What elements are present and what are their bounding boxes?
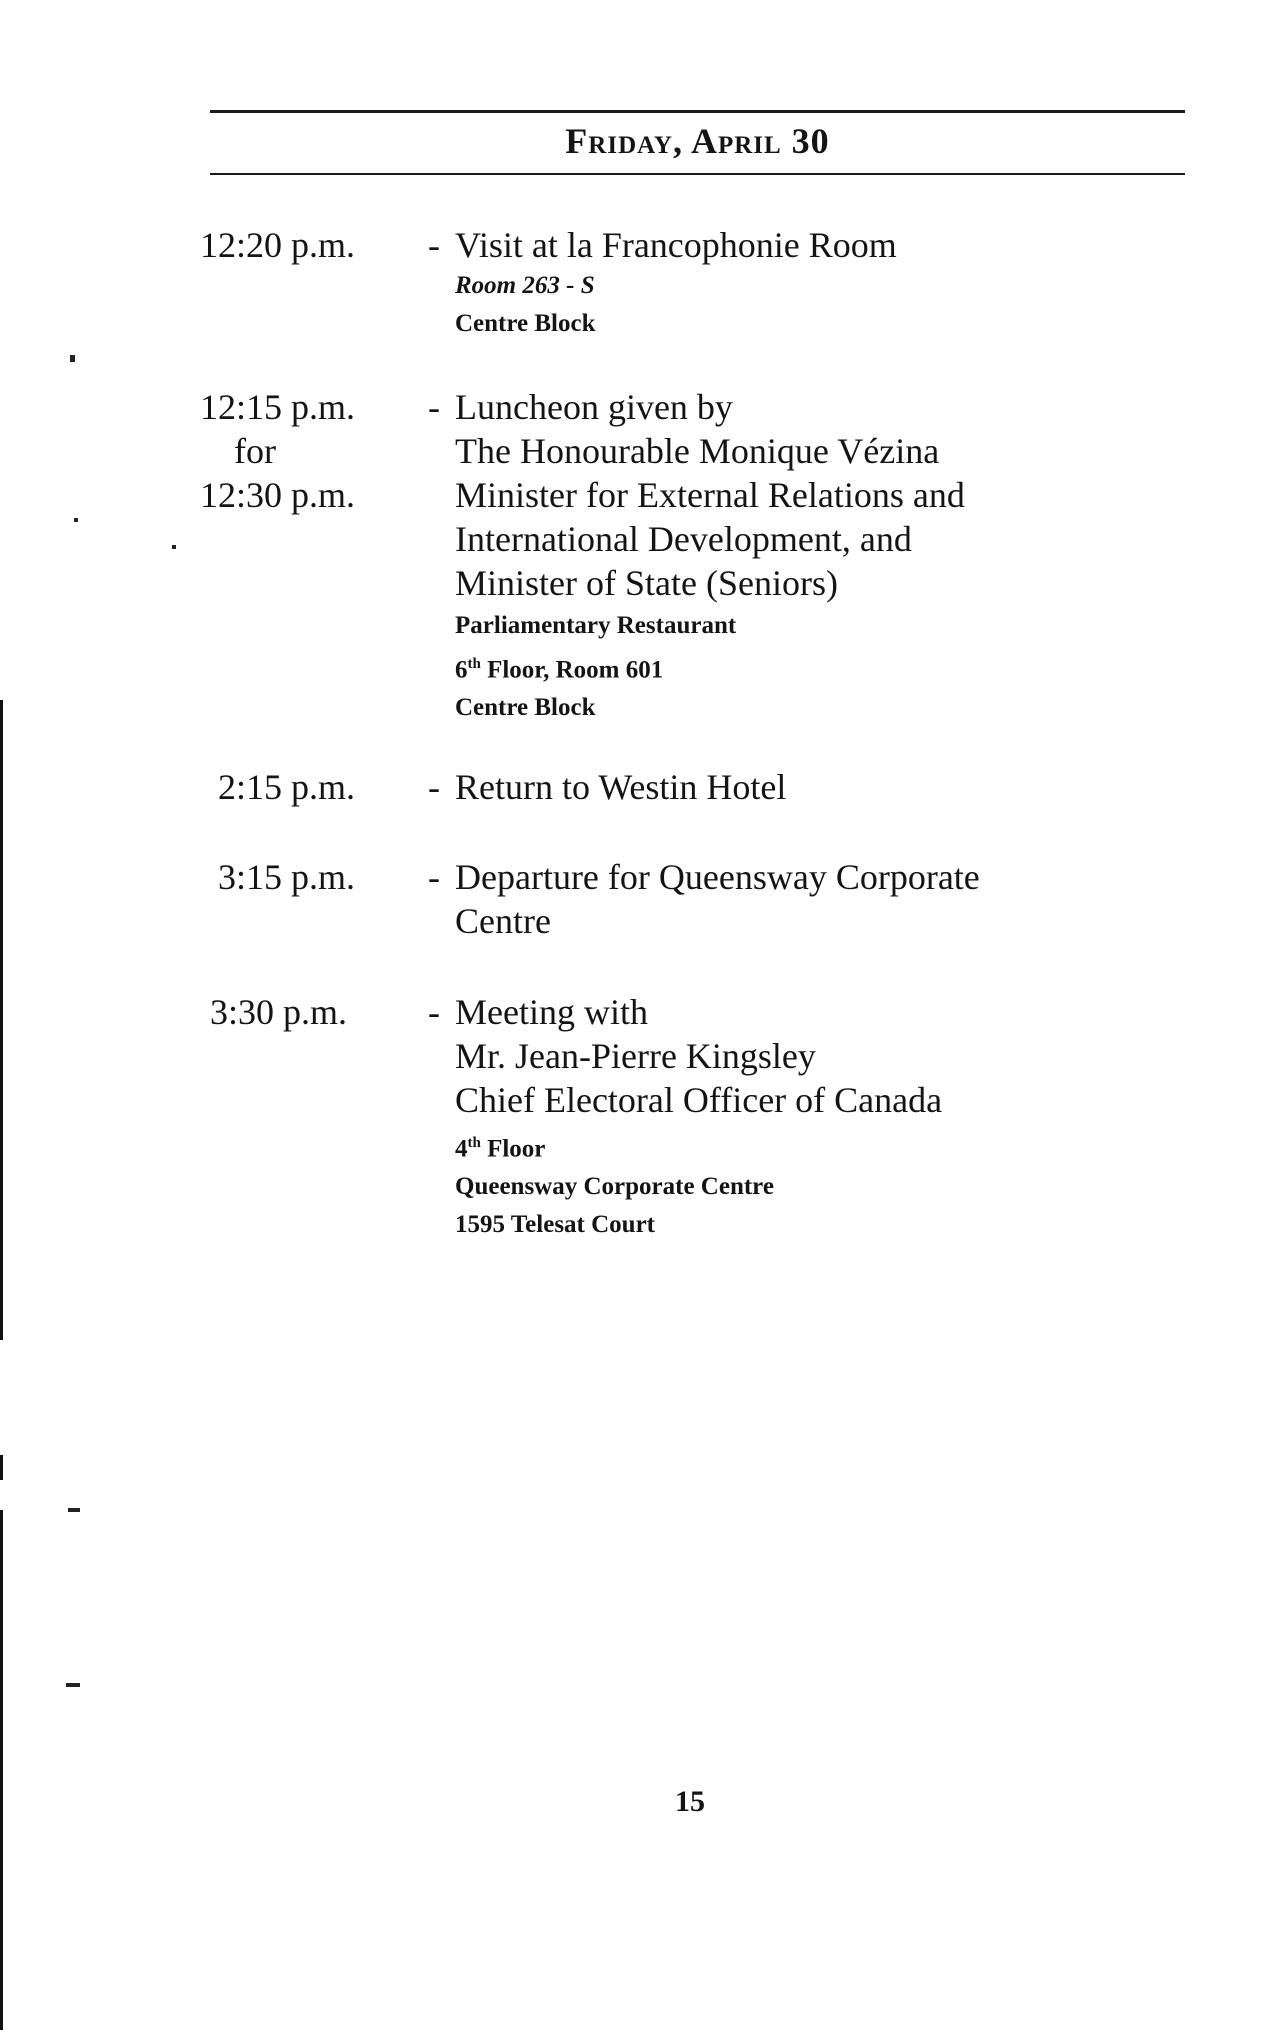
scan-edge-mark [0,1510,3,2030]
ordinal-suffix: th [467,656,481,672]
time-line: 12:30 p.m. [200,475,356,515]
description-line: Departure for Queensway Corporate [455,857,980,897]
entry-description [455,765,1175,809]
entry-time [200,990,400,1034]
entry-location [455,267,1175,343]
location-line: Centre Block [455,694,596,722]
entry-dash: - [428,857,440,897]
entry-dash: - [428,387,440,427]
location-line: 4th Floor [455,1135,546,1163]
scan-speck [68,1508,80,1512]
entry-time [200,223,400,267]
entry-description [455,990,1175,1122]
description-line: International Development, and [455,519,912,559]
scan-speck [172,545,176,549]
time-line: 3:30 p.m. [210,992,348,1032]
description-line: Return to Westin Hotel [455,767,787,807]
location-line: Centre Block [455,310,596,337]
entry-description [455,385,1175,605]
entry-dash: - [428,225,440,265]
location-line: Room 263 - S [455,272,595,299]
time-line: 12:20 p.m. [200,225,356,265]
description-line: Minister of State (Seniors) [455,563,838,603]
heading-top-rule [210,110,1185,113]
heading-bottom-rule [210,173,1185,175]
description-line: Mr. Jean-Pierre Kingsley [455,1036,816,1076]
description-line: Visit at la Francophonie Room [455,225,897,265]
scan-edge-mark [0,1455,3,1480]
description-line: Minister for External Relations and [455,475,965,515]
page-number: 15 [675,1785,705,1818]
description-line: The Honourable Monique Vézina [455,431,940,471]
entry-dash: - [428,767,440,807]
description-line: Chief Electoral Officer of Canada [455,1080,943,1120]
entry-location [455,1124,1175,1244]
entry-time [200,765,400,809]
location-line: Parliamentary Restaurant [455,612,737,639]
entry-location [455,607,1175,727]
description-line: Luncheon given by [455,387,733,427]
time-line: 12:15 p.m. [200,387,356,427]
entry-description [455,223,1175,267]
scan-speck [70,355,75,362]
page-heading: Friday, April 30 [565,121,830,161]
entry-dash: - [428,992,440,1032]
scan-speck [66,1683,80,1687]
entry-time [200,385,400,517]
time-line: 3:15 p.m. [218,857,356,897]
time-line: for [234,431,276,471]
entry-description [455,855,1175,943]
description-line: Meeting with [455,992,648,1032]
location-line: 6th Floor, Room 601 [455,656,664,684]
ordinal-suffix: th [467,1135,481,1151]
scan-speck [74,518,78,522]
time-line: 2:15 p.m. [218,767,356,807]
scan-edge-mark [0,700,3,1340]
description-line: Centre [455,901,551,941]
location-line: 1595 Telesat Court [455,1211,655,1239]
entry-time [200,855,400,899]
location-line: Queensway Corporate Centre [455,1173,774,1201]
